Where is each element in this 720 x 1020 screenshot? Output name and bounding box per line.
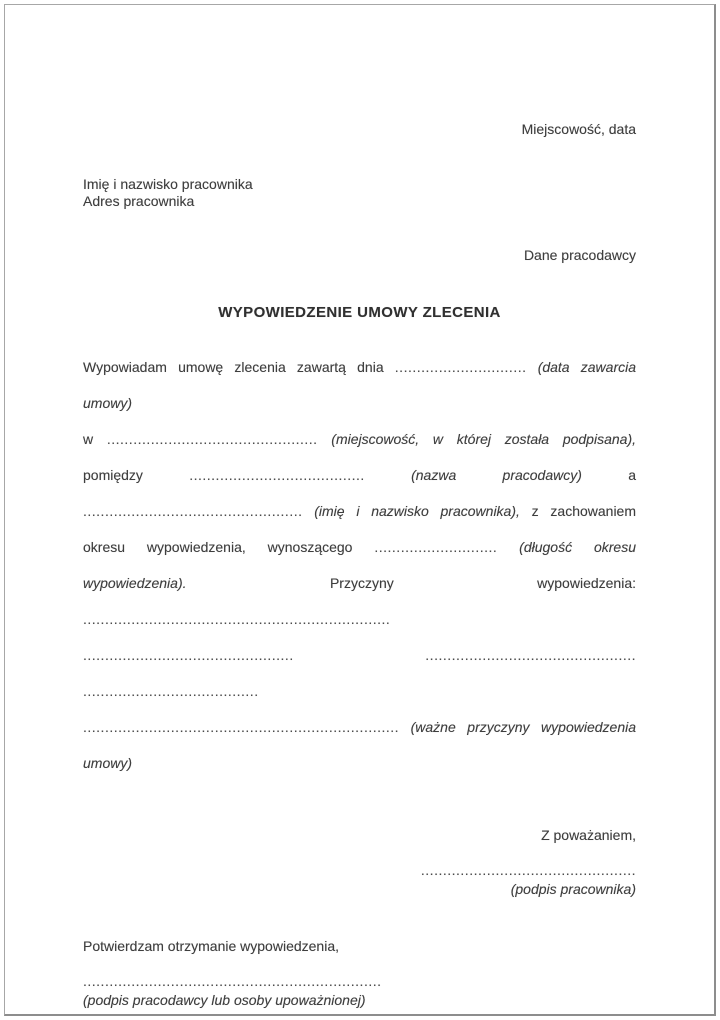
blank-field-dots: ........................................ [83,683,259,699]
salutation-text: Z poważaniem, [541,827,636,843]
body-text: z zachowaniem [531,503,637,519]
body-text: w [83,431,94,447]
field-hint-italic: (data zawarcia umowy) [83,359,637,411]
confirmation-block [83,938,636,1009]
blank-field-dots: ................................................ [106,431,318,447]
field-hint-italic: (imię i nazwisko pracownika), [314,503,520,519]
document-content [5,5,714,1009]
employee-signature-dots: ................................................. [420,862,636,878]
body-paragraph [83,349,636,781]
body-line-3 [83,457,636,493]
blank-field-dots: ............................ [374,539,498,555]
employee-block [83,176,636,210]
blank-field-dots: ................................................ [425,647,636,663]
field-hint-italic: (długość okresu [519,539,636,555]
field-hint-italic: (miejscowość, w której została podpisana), [331,431,636,447]
document-page [4,4,716,1016]
body-text: a [628,467,636,483]
body-text: Przyczyny wypowiedzenia: [329,575,636,591]
body-line-1 [83,349,636,421]
body-line-4 [83,493,636,529]
employee-address-line: Adres pracownika [83,193,195,209]
blank-field-dots: ...................................................................... [83,611,391,627]
employer-data-label: Dane pracodawcy [523,247,636,263]
document-title: WYPOWIEDZENIE UMOWY ZLECENIA [218,304,501,321]
field-hint-italic: (nazwa pracodawcy) [411,467,582,483]
confirmation-text: Potwierdzam otrzymanie wypowiedzenia, [83,938,339,954]
body-text: pomiędzy [83,467,143,483]
body-line-8 [83,709,636,781]
closing-block [83,827,636,898]
blank-field-dots: ........................................ [189,467,365,483]
blank-field-dots: .............................. [394,359,527,375]
employee-name-line: Imię i nazwisko pracownika [83,176,253,192]
body-text: Wypowiadam umowę zlecenia zawartą dnia [83,359,384,375]
blank-field-dots: .................................................. [83,503,303,519]
body-line-6 [83,565,636,637]
body-line-7 [83,637,636,709]
body-line-2 [83,421,636,457]
field-hint-italic: wypowiedzenia). [83,575,187,591]
blank-field-dots: ........................................................................ [83,719,400,735]
employee-signature-label: (podpis pracownika) [510,881,636,897]
body-line-5 [83,529,636,565]
place-date-label: Miejscowość, data [521,121,636,137]
blank-field-dots: ................................................ [83,647,294,663]
employer-signature-label: (podpis pracodawcy lub osoby upoważnionej) [83,992,366,1008]
body-text: okresu wypowiedzenia, wynoszącego [83,539,353,555]
field-hint-italic: (ważne przyczyny wypowiedzenia umowy) [83,719,637,771]
employer-signature-dots: .................................................................... [83,973,382,989]
